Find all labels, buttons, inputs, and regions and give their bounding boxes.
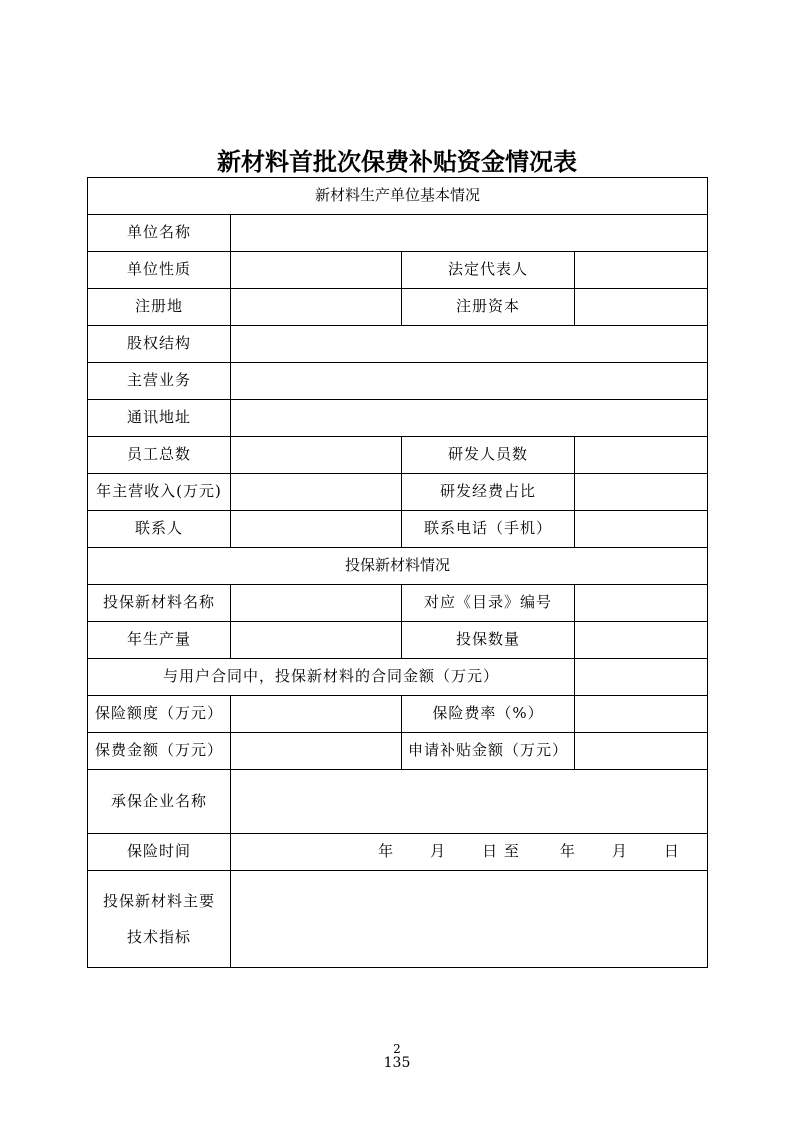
label-reg-capital: 注册资本	[402, 289, 575, 326]
label-annual-revenue: 年主营收入(万元)	[88, 474, 231, 511]
label-tech-specs	[88, 871, 231, 968]
field-insured-amount[interactable]	[231, 696, 402, 733]
field-annual-revenue[interactable]	[231, 474, 402, 511]
label-contact-phone: 联系电话（手机）	[402, 511, 575, 548]
field-main-business[interactable]	[231, 363, 708, 400]
field-rd-staff[interactable]	[575, 437, 708, 474]
date-month-start: 月	[430, 842, 447, 861]
label-insurance-period: 保险时间	[88, 834, 231, 871]
label-address: 通讯地址	[88, 400, 231, 437]
label-legal-rep: 法定代表人	[402, 252, 575, 289]
label-rd-ratio: 研发经费占比	[402, 474, 575, 511]
date-month-end: 月	[611, 842, 628, 861]
label-rd-staff: 研发人员数	[402, 437, 575, 474]
label-unit-nature: 单位性质	[88, 252, 231, 289]
field-annual-output[interactable]	[231, 622, 402, 659]
field-equity[interactable]	[231, 326, 708, 363]
label-reg-place: 注册地	[88, 289, 231, 326]
label-premium-amount: 保费金额（万元）	[88, 733, 231, 770]
label-unit-name: 单位名称	[88, 215, 231, 252]
field-rd-ratio[interactable]	[575, 474, 708, 511]
label-contract-amount: 与用户合同中，投保新材料的合同金额（万元）	[88, 659, 575, 696]
label-catalog-no: 对应《目录》编号	[402, 585, 575, 622]
label-material-name: 投保新材料名称	[88, 585, 231, 622]
section-unit-basic-info: 新材料生产单位基本情况	[88, 178, 708, 215]
label-annual-output: 年生产量	[88, 622, 231, 659]
field-material-name[interactable]	[231, 585, 402, 622]
field-premium-rate[interactable]	[575, 696, 708, 733]
label-subsidy-amount: 申请补贴金额（万元）	[402, 733, 575, 770]
field-unit-name[interactable]	[231, 215, 708, 252]
field-contact[interactable]	[231, 511, 402, 548]
form-title: 新材料首批次保费补贴资金情况表	[217, 148, 577, 176]
field-reg-place[interactable]	[231, 289, 402, 326]
date-day-to: 日 至	[482, 842, 520, 861]
field-legal-rep[interactable]	[575, 252, 708, 289]
field-address[interactable]	[231, 400, 708, 437]
label-tech-specs-line1: 投保新材料主要	[102, 892, 215, 910]
subsidy-form-table	[87, 177, 708, 968]
document-page-number: 135	[383, 1055, 411, 1071]
field-insurer-name[interactable]	[231, 770, 708, 834]
field-subsidy-amount[interactable]	[575, 733, 708, 770]
label-employees: 员工总数	[88, 437, 231, 474]
field-catalog-no[interactable]	[575, 585, 708, 622]
label-contact: 联系人	[88, 511, 231, 548]
label-equity: 股权结构	[88, 326, 231, 363]
section-insured-material: 投保新材料情况	[88, 548, 708, 585]
field-employees[interactable]	[231, 437, 402, 474]
field-unit-nature[interactable]	[231, 252, 402, 289]
label-tech-specs-line2: 技术指标	[126, 928, 191, 946]
date-day-end: 日	[663, 842, 680, 861]
field-reg-capital[interactable]	[575, 289, 708, 326]
field-contract-amount[interactable]	[575, 659, 708, 696]
page-number: 2	[393, 1042, 401, 1056]
field-tech-specs[interactable]	[231, 871, 708, 968]
label-premium-rate: 保险费率（%）	[402, 696, 575, 733]
label-insurer-name: 承保企业名称	[88, 770, 231, 834]
field-premium-amount[interactable]	[231, 733, 402, 770]
label-insured-qty: 投保数量	[402, 622, 575, 659]
date-year-start: 年	[378, 842, 395, 861]
field-insurance-period[interactable]	[231, 834, 708, 871]
field-contact-phone[interactable]	[575, 511, 708, 548]
date-year-end: 年	[559, 842, 576, 861]
label-main-business: 主营业务	[88, 363, 231, 400]
field-insured-qty[interactable]	[575, 622, 708, 659]
label-insured-amount: 保险额度（万元）	[88, 696, 231, 733]
